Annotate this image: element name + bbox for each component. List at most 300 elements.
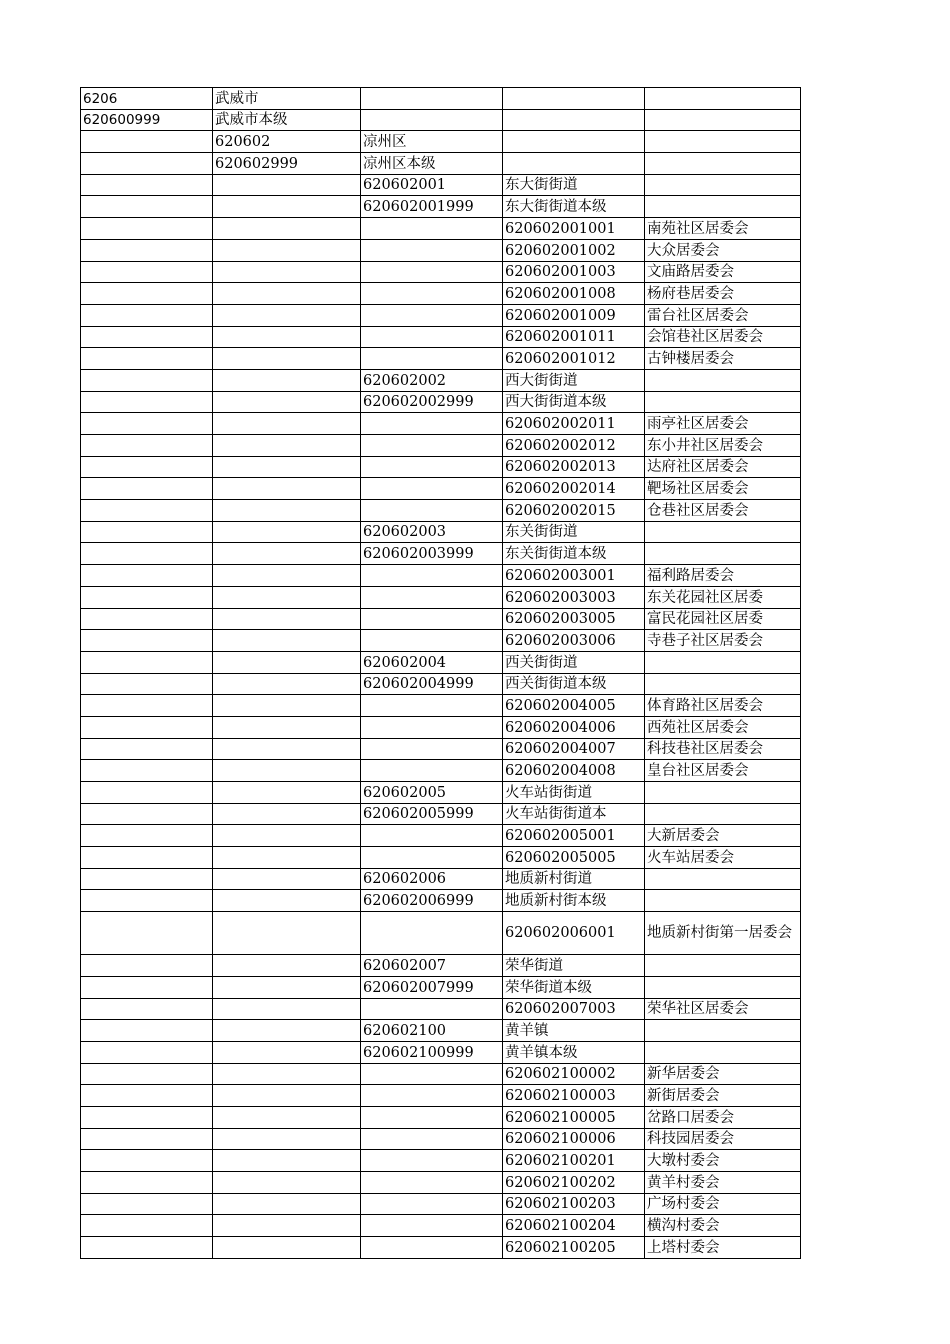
table-cell[interactable] — [81, 955, 213, 977]
table-cell[interactable] — [213, 1128, 361, 1150]
table-cell[interactable] — [361, 1215, 503, 1237]
table-cell[interactable] — [645, 521, 801, 543]
table-cell[interactable]: 620602100006 — [503, 1128, 645, 1150]
table-cell[interactable] — [361, 586, 503, 608]
table-cell[interactable] — [213, 369, 361, 391]
table-cell[interactable]: 黄羊镇 — [503, 1020, 645, 1042]
table-cell[interactable] — [81, 803, 213, 825]
table-cell[interactable]: 靶场社区居委会 — [645, 478, 801, 500]
table-cell[interactable]: 福利路居委会 — [645, 565, 801, 587]
table-cell[interactable]: 西大街街道本级 — [503, 391, 645, 413]
table-cell[interactable]: 620602007999 — [361, 976, 503, 998]
table-cell[interactable] — [81, 586, 213, 608]
table-cell[interactable] — [213, 955, 361, 977]
table-cell[interactable]: 达府社区居委会 — [645, 456, 801, 478]
table-cell[interactable]: 620602003001 — [503, 565, 645, 587]
table-cell[interactable]: 620602001012 — [503, 348, 645, 370]
table-cell[interactable] — [81, 1020, 213, 1042]
table-cell[interactable]: 620602002013 — [503, 456, 645, 478]
table-cell[interactable]: 620602002999 — [361, 391, 503, 413]
table-row — [81, 1237, 801, 1259]
table-cell[interactable] — [81, 847, 213, 869]
table-row — [81, 1106, 801, 1128]
table-cell[interactable] — [81, 608, 213, 630]
table-cell[interactable]: 西大街街道 — [503, 369, 645, 391]
table-cell[interactable] — [81, 1128, 213, 1150]
table-cell[interactable]: 620602003999 — [361, 543, 503, 565]
table-cell[interactable]: 620602005001 — [503, 825, 645, 847]
table-cell[interactable] — [213, 326, 361, 348]
table-cell[interactable] — [81, 174, 213, 196]
table-cell[interactable]: 黄羊村委会 — [645, 1172, 801, 1194]
table-cell[interactable] — [213, 912, 361, 955]
table-cell[interactable] — [81, 630, 213, 652]
table-row — [81, 630, 801, 652]
table-cell[interactable] — [213, 608, 361, 630]
table-row — [81, 326, 801, 348]
table-cell[interactable] — [645, 153, 801, 175]
table-cell[interactable]: 620602003006 — [503, 630, 645, 652]
table-cell[interactable]: 地质新村街道 — [503, 868, 645, 890]
table-cell[interactable] — [81, 868, 213, 890]
table-cell[interactable] — [361, 847, 503, 869]
table-cell[interactable]: 620602100203 — [503, 1193, 645, 1215]
table-cell[interactable] — [213, 1215, 361, 1237]
table-cell[interactable] — [81, 825, 213, 847]
table-cell[interactable]: 620602002011 — [503, 413, 645, 435]
table-cell[interactable]: 620602002015 — [503, 500, 645, 522]
table-cell[interactable]: 东关花园社区居委 — [645, 586, 801, 608]
table-cell[interactable]: 西苑社区居委会 — [645, 716, 801, 738]
table-cell[interactable] — [213, 998, 361, 1020]
table-cell[interactable] — [213, 1020, 361, 1042]
table-cell[interactable] — [361, 912, 503, 955]
table-row — [81, 803, 801, 825]
table-cell[interactable] — [361, 565, 503, 587]
table-cell[interactable] — [361, 716, 503, 738]
table-cell[interactable] — [213, 500, 361, 522]
table-cell[interactable]: 620602100005 — [503, 1106, 645, 1128]
table-cell[interactable]: 620602001011 — [503, 326, 645, 348]
table-cell[interactable]: 西关街街道 — [503, 651, 645, 673]
table-cell[interactable] — [503, 153, 645, 175]
table-cell[interactable] — [213, 1150, 361, 1172]
table-cell[interactable] — [213, 196, 361, 218]
table-cell[interactable] — [645, 369, 801, 391]
table-cell[interactable]: 西关街街道本级 — [503, 673, 645, 695]
table-row — [81, 283, 801, 305]
table-cell[interactable] — [361, 1150, 503, 1172]
table-cell[interactable] — [81, 1041, 213, 1063]
table-cell[interactable]: 620602001 — [361, 174, 503, 196]
table-cell[interactable] — [213, 651, 361, 673]
table-cell[interactable]: 620602100003 — [503, 1085, 645, 1107]
table-cell[interactable]: 6206 — [81, 88, 213, 110]
table-row — [81, 239, 801, 261]
region-code-table — [80, 87, 801, 1259]
table-cell[interactable] — [503, 131, 645, 153]
table-cell[interactable] — [81, 1150, 213, 1172]
table-cell[interactable]: 620602001009 — [503, 304, 645, 326]
table-cell[interactable] — [81, 1063, 213, 1085]
table-cell[interactable]: 武威市 — [213, 88, 361, 110]
table-cell[interactable] — [645, 391, 801, 413]
table-cell[interactable] — [81, 435, 213, 457]
table-row — [81, 825, 801, 847]
table-cell[interactable]: 620602001001 — [503, 218, 645, 240]
table-cell[interactable] — [81, 478, 213, 500]
table-cell[interactable] — [81, 369, 213, 391]
table-cell[interactable] — [503, 88, 645, 110]
table-cell[interactable]: 凉州区 — [361, 131, 503, 153]
table-cell[interactable]: 东小井社区居委会 — [645, 435, 801, 457]
table-cell[interactable]: 火车站街街道本 — [503, 803, 645, 825]
table-cell[interactable] — [81, 304, 213, 326]
table-cell[interactable]: 620602007003 — [503, 998, 645, 1020]
table-cell[interactable] — [81, 976, 213, 998]
table-cell[interactable] — [645, 196, 801, 218]
table-row — [81, 196, 801, 218]
table-cell[interactable] — [645, 803, 801, 825]
table-cell[interactable]: 620602007 — [361, 955, 503, 977]
table-cell[interactable]: 荣华街道本级 — [503, 976, 645, 998]
table-cell[interactable]: 620602006001 — [503, 912, 645, 955]
table-row — [81, 738, 801, 760]
table-cell[interactable]: 620602004007 — [503, 738, 645, 760]
table-cell[interactable] — [81, 456, 213, 478]
table-row — [81, 348, 801, 370]
table-row — [81, 413, 801, 435]
table-cell[interactable] — [213, 868, 361, 890]
table-cell[interactable]: 体育路社区居委会 — [645, 695, 801, 717]
table-cell[interactable] — [213, 1193, 361, 1215]
table-cell[interactable]: 广场村委会 — [645, 1193, 801, 1215]
table-cell[interactable] — [81, 782, 213, 804]
table-cell[interactable] — [361, 478, 503, 500]
table-cell[interactable] — [213, 261, 361, 283]
table-row — [81, 1063, 801, 1085]
table-row — [81, 976, 801, 998]
table-cell[interactable] — [361, 630, 503, 652]
table-cell[interactable] — [361, 218, 503, 240]
table-cell[interactable] — [213, 847, 361, 869]
table-row — [81, 651, 801, 673]
table-cell[interactable] — [81, 326, 213, 348]
table-row — [81, 868, 801, 890]
table-cell[interactable] — [81, 348, 213, 370]
table-cell[interactable]: 皇台社区居委会 — [645, 760, 801, 782]
table-cell[interactable] — [81, 413, 213, 435]
table-cell[interactable] — [213, 521, 361, 543]
table-cell[interactable] — [361, 239, 503, 261]
table-cell[interactable] — [81, 1172, 213, 1194]
table-cell[interactable] — [213, 630, 361, 652]
table-cell[interactable] — [81, 673, 213, 695]
table-cell[interactable]: 寺巷子社区居委会 — [645, 630, 801, 652]
table-cell[interactable] — [213, 218, 361, 240]
table-row — [81, 109, 801, 131]
table-cell[interactable]: 东关街街道本级 — [503, 543, 645, 565]
table-cell[interactable] — [361, 261, 503, 283]
table-cell[interactable]: 东大街街道本级 — [503, 196, 645, 218]
table-cell[interactable]: 文庙路居委会 — [645, 261, 801, 283]
table-cell[interactable] — [81, 261, 213, 283]
table-cell[interactable] — [645, 890, 801, 912]
table-row — [81, 1128, 801, 1150]
table-cell[interactable] — [645, 1041, 801, 1063]
table-cell[interactable]: 620602001008 — [503, 283, 645, 305]
table-body — [81, 88, 801, 1259]
table-cell[interactable] — [81, 998, 213, 1020]
table-cell[interactable] — [361, 760, 503, 782]
table-row — [81, 760, 801, 782]
table-cell[interactable]: 雨亭社区居委会 — [645, 413, 801, 435]
table-cell[interactable]: 地质新村街本级 — [503, 890, 645, 912]
table-cell[interactable] — [213, 586, 361, 608]
table-cell[interactable] — [213, 413, 361, 435]
table-cell[interactable] — [361, 304, 503, 326]
table-cell[interactable]: 620602100205 — [503, 1237, 645, 1259]
table-cell[interactable] — [213, 435, 361, 457]
table-cell[interactable] — [361, 1085, 503, 1107]
table-cell[interactable]: 大新居委会 — [645, 825, 801, 847]
table-cell[interactable]: 620602002014 — [503, 478, 645, 500]
table-cell[interactable]: 620600999 — [81, 109, 213, 131]
table-cell[interactable] — [361, 456, 503, 478]
table-cell[interactable]: 古钟楼居委会 — [645, 348, 801, 370]
table-cell[interactable] — [645, 1020, 801, 1042]
table-cell[interactable]: 620602100202 — [503, 1172, 645, 1194]
table-cell[interactable]: 横沟村委会 — [645, 1215, 801, 1237]
table-cell[interactable] — [213, 283, 361, 305]
table-cell[interactable] — [361, 825, 503, 847]
table-cell[interactable]: 科技园居委会 — [645, 1128, 801, 1150]
table-cell[interactable]: 620602100201 — [503, 1150, 645, 1172]
table-cell[interactable] — [81, 500, 213, 522]
table-cell[interactable]: 火车站居委会 — [645, 847, 801, 869]
table-cell[interactable] — [213, 890, 361, 912]
table-cell[interactable]: 620602100204 — [503, 1215, 645, 1237]
table-cell[interactable] — [361, 500, 503, 522]
table-row — [81, 716, 801, 738]
table-cell[interactable]: 620602004 — [361, 651, 503, 673]
table-cell[interactable] — [81, 1085, 213, 1107]
table-cell[interactable]: 620602002012 — [503, 435, 645, 457]
table-row — [81, 1172, 801, 1194]
table-cell[interactable]: 620602100 — [361, 1020, 503, 1042]
table-cell[interactable] — [81, 1215, 213, 1237]
table-cell[interactable] — [81, 521, 213, 543]
table-cell[interactable]: 620602999 — [213, 153, 361, 175]
table-cell[interactable] — [81, 196, 213, 218]
table-cell[interactable]: 南苑社区居委会 — [645, 218, 801, 240]
table-cell[interactable] — [213, 1063, 361, 1085]
table-cell[interactable] — [213, 760, 361, 782]
table-cell[interactable] — [81, 131, 213, 153]
table-cell[interactable] — [213, 738, 361, 760]
table-cell[interactable]: 杨府巷居委会 — [645, 283, 801, 305]
table-cell[interactable] — [361, 109, 503, 131]
table-cell[interactable] — [81, 1193, 213, 1215]
table-cell[interactable] — [213, 174, 361, 196]
table-cell[interactable] — [361, 1193, 503, 1215]
table-cell[interactable] — [81, 391, 213, 413]
table-cell[interactable] — [213, 478, 361, 500]
table-cell[interactable]: 620602001003 — [503, 261, 645, 283]
table-row — [81, 1041, 801, 1063]
table-cell[interactable] — [361, 738, 503, 760]
table-cell[interactable] — [645, 543, 801, 565]
table-cell[interactable] — [645, 109, 801, 131]
table-cell[interactable]: 科技巷社区居委会 — [645, 738, 801, 760]
table-row — [81, 1020, 801, 1042]
table-row — [81, 695, 801, 717]
table-cell[interactable]: 620602001999 — [361, 196, 503, 218]
table-cell[interactable] — [213, 803, 361, 825]
table-cell[interactable]: 620602005005 — [503, 847, 645, 869]
table-cell[interactable] — [213, 1041, 361, 1063]
table-cell[interactable] — [645, 174, 801, 196]
table-cell[interactable] — [213, 976, 361, 998]
table-cell[interactable] — [213, 1172, 361, 1194]
table-row — [81, 1150, 801, 1172]
table-cell[interactable] — [213, 565, 361, 587]
table-cell[interactable]: 620602003005 — [503, 608, 645, 630]
table-cell[interactable] — [213, 673, 361, 695]
table-row — [81, 586, 801, 608]
table-cell[interactable]: 620602 — [213, 131, 361, 153]
table-cell[interactable] — [213, 239, 361, 261]
table-cell[interactable] — [503, 109, 645, 131]
table-row — [81, 435, 801, 457]
table-cell[interactable] — [361, 1237, 503, 1259]
table-cell[interactable]: 620602006999 — [361, 890, 503, 912]
table-cell[interactable] — [81, 695, 213, 717]
table-cell[interactable] — [81, 651, 213, 673]
table-cell[interactable] — [361, 88, 503, 110]
table-cell[interactable] — [81, 543, 213, 565]
table-cell[interactable] — [361, 1063, 503, 1085]
table-cell[interactable]: 620602100999 — [361, 1041, 503, 1063]
table-cell[interactable] — [361, 283, 503, 305]
table-cell[interactable]: 620602005999 — [361, 803, 503, 825]
table-cell[interactable] — [361, 1172, 503, 1194]
table-cell[interactable]: 620602004008 — [503, 760, 645, 782]
table-cell[interactable] — [645, 651, 801, 673]
table-cell[interactable]: 620602004005 — [503, 695, 645, 717]
table-cell[interactable]: 荣华街道 — [503, 955, 645, 977]
table-cell[interactable]: 620602004006 — [503, 716, 645, 738]
table-cell[interactable]: 620602004999 — [361, 673, 503, 695]
table-row — [81, 218, 801, 240]
table-cell[interactable]: 荣华社区居委会 — [645, 998, 801, 1020]
table-cell[interactable] — [213, 543, 361, 565]
table-cell[interactable]: 仓巷社区居委会 — [645, 500, 801, 522]
table-cell[interactable]: 620602003003 — [503, 586, 645, 608]
table-cell[interactable] — [81, 153, 213, 175]
table-cell[interactable] — [213, 825, 361, 847]
table-row — [81, 174, 801, 196]
table-cell[interactable]: 620602001002 — [503, 239, 645, 261]
table-cell[interactable] — [81, 760, 213, 782]
table-cell[interactable] — [81, 738, 213, 760]
table-cell[interactable]: 620602100002 — [503, 1063, 645, 1085]
table-cell[interactable]: 620602006 — [361, 868, 503, 890]
table-cell[interactable] — [361, 326, 503, 348]
table-cell[interactable] — [213, 782, 361, 804]
table-cell[interactable] — [213, 304, 361, 326]
table-cell[interactable]: 大众居委会 — [645, 239, 801, 261]
table-cell[interactable] — [645, 131, 801, 153]
table-cell[interactable] — [81, 565, 213, 587]
table-row — [81, 998, 801, 1020]
table-cell[interactable] — [361, 608, 503, 630]
table-cell[interactable]: 地质新村街第一居委会 — [645, 912, 801, 955]
table-cell[interactable] — [361, 695, 503, 717]
table-cell[interactable] — [213, 716, 361, 738]
table-cell[interactable] — [213, 695, 361, 717]
table-cell[interactable] — [81, 218, 213, 240]
table-cell[interactable]: 新街居委会 — [645, 1085, 801, 1107]
table-cell[interactable] — [645, 782, 801, 804]
table-cell[interactable]: 火车站街街道 — [503, 782, 645, 804]
table-cell[interactable]: 东关街街道 — [503, 521, 645, 543]
table-cell[interactable] — [361, 348, 503, 370]
table-cell[interactable]: 大墩村委会 — [645, 1150, 801, 1172]
table-cell[interactable]: 上塔村委会 — [645, 1237, 801, 1259]
table-cell[interactable] — [361, 1128, 503, 1150]
table-cell[interactable]: 东大街街道 — [503, 174, 645, 196]
table-cell[interactable] — [645, 868, 801, 890]
table-cell[interactable] — [81, 1106, 213, 1128]
table-cell[interactable]: 凉州区本级 — [361, 153, 503, 175]
table-row — [81, 782, 801, 804]
table-cell[interactable]: 岔路口居委会 — [645, 1106, 801, 1128]
table-cell[interactable]: 620602005 — [361, 782, 503, 804]
table-cell[interactable] — [645, 955, 801, 977]
table-cell[interactable] — [213, 348, 361, 370]
table-row — [81, 304, 801, 326]
table-cell[interactable]: 620602002 — [361, 369, 503, 391]
table-cell[interactable] — [361, 435, 503, 457]
table-cell[interactable] — [645, 976, 801, 998]
table-cell[interactable] — [645, 673, 801, 695]
table-cell[interactable] — [81, 239, 213, 261]
table-cell[interactable] — [81, 890, 213, 912]
table-cell[interactable] — [81, 716, 213, 738]
table-cell[interactable] — [361, 1106, 503, 1128]
table-cell[interactable]: 黄羊镇本级 — [503, 1041, 645, 1063]
table-cell[interactable] — [81, 912, 213, 955]
table-cell[interactable] — [213, 1106, 361, 1128]
table-cell[interactable]: 富民花园社区居委 — [645, 608, 801, 630]
table-cell[interactable]: 620602003 — [361, 521, 503, 543]
table-cell[interactable] — [645, 88, 801, 110]
table-row — [81, 521, 801, 543]
table-cell[interactable]: 会馆巷社区居委会 — [645, 326, 801, 348]
table-cell[interactable] — [361, 998, 503, 1020]
table-cell[interactable] — [213, 1237, 361, 1259]
table-cell[interactable] — [81, 283, 213, 305]
table-cell[interactable]: 武威市本级 — [213, 109, 361, 131]
table-cell[interactable] — [361, 413, 503, 435]
table-cell[interactable] — [213, 1085, 361, 1107]
table-cell[interactable] — [213, 456, 361, 478]
table-cell[interactable] — [81, 1237, 213, 1259]
table-cell[interactable]: 新华居委会 — [645, 1063, 801, 1085]
table-cell[interactable]: 雷台社区居委会 — [645, 304, 801, 326]
table-cell[interactable] — [213, 391, 361, 413]
